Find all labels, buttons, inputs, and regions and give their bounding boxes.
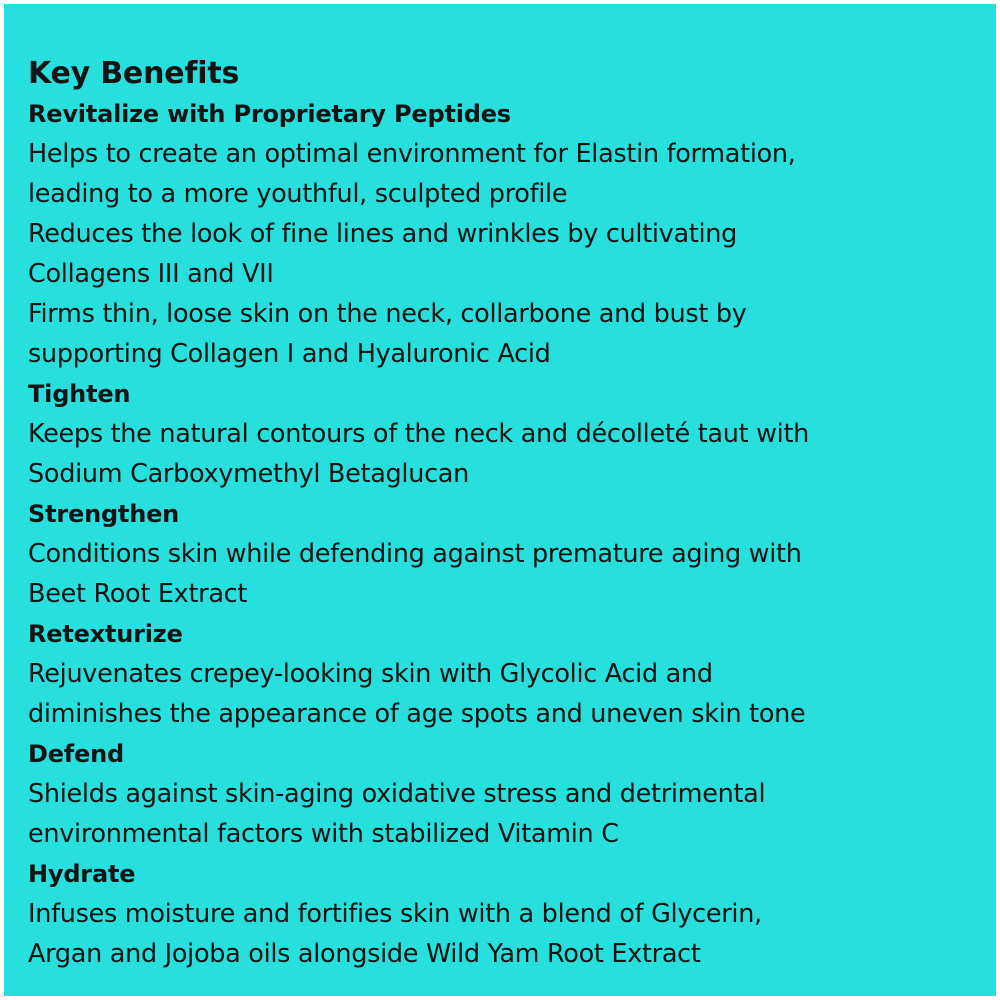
section-revitalize: [28, 94, 974, 374]
section-heading: Revitalize with Proprietary Peptides: [28, 100, 511, 128]
section-tighten: [28, 374, 974, 494]
section-defend: [28, 734, 974, 854]
body-text-line: Infuses moisture and fortifies skin with a blend of Glycerin,: [28, 899, 762, 929]
body-text-line: Keeps the natural contours of the neck and décolleté taut with: [28, 419, 810, 449]
body-text-line: Helps to create an optimal environment for Elastin formation,: [28, 139, 796, 169]
section-retexturize: [28, 614, 974, 734]
body-text-line: Rejuvenates crepey-looking skin with Glycolic Acid and: [28, 659, 713, 689]
page-title: Key Benefits: [28, 56, 240, 91]
body-text-line: environmental factors with stabilized Vitamin C: [28, 819, 619, 849]
body-text-line: Firms thin, loose skin on the neck, collarbone and bust by: [28, 299, 747, 329]
section-heading: Defend: [28, 740, 124, 768]
section-heading: Tighten: [28, 380, 131, 408]
section-hydrate: [28, 854, 974, 974]
body-text-line: supporting Collagen I and Hyaluronic Acid: [28, 339, 551, 369]
body-text-line: Reduces the look of fine lines and wrinkles by cultivating: [28, 219, 738, 249]
body-text-line: Conditions skin while defending against premature aging with: [28, 539, 802, 569]
body-text-line: Collagens III and VII: [28, 259, 274, 289]
body-text-line: diminishes the appearance of age spots and uneven skin tone: [28, 699, 806, 729]
section-heading: Strengthen: [28, 500, 180, 528]
section-heading: Retexturize: [28, 620, 183, 648]
body-text-line: Beet Root Extract: [28, 579, 248, 609]
section-strengthen: [28, 494, 974, 614]
body-text-line: Argan and Jojoba oils alongside Wild Yam Root Extract: [28, 939, 701, 969]
section-heading: Hydrate: [28, 860, 136, 888]
body-text-line: leading to a more youthful, sculpted profile: [28, 179, 568, 209]
body-text-line: Sodium Carboxymethyl Betaglucan: [28, 459, 469, 489]
key-benefits-panel: [4, 4, 996, 996]
body-text-line: Shields against skin-aging oxidative stress and detrimental: [28, 779, 766, 809]
